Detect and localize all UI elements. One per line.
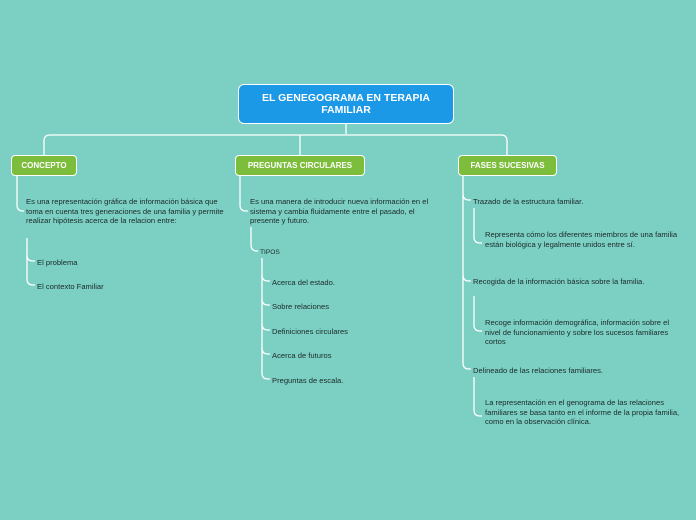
preguntas-description[interactable]: Es una manera de introducir nueva información en el sistema y cambia fluidamente entre el pasado, el presente y futuro. (250, 197, 429, 226)
fase-2-title[interactable]: Recogida de la información básica sobre la familia. (473, 277, 645, 286)
root-title: EL GENEGOGRAMA EN TERAPIA FAMILIAR (261, 92, 430, 116)
root-topic[interactable] (238, 84, 454, 124)
tipo-definiciones-circulares[interactable]: Definiciones circulares (272, 327, 348, 336)
branch-preguntas-label: PREGUNTAS CIRCULARES (247, 161, 353, 170)
fase-3-detail[interactable]: La representación en el genograma de las relaciones familiares se basa tanto en el informe de la propia familia, como en la observación clínica. (485, 398, 680, 427)
fase-2-detail[interactable]: Recoge información demográfica, información sobre el nivel de funcionamiento y sobre los sucesos familiares cortos (485, 318, 670, 347)
branch-fases-label: FASES SUCESIVAS (470, 161, 545, 170)
tipo-preguntas-de-escala[interactable]: Preguntas de escala. (272, 376, 344, 385)
concepto-item-problema[interactable]: El problema (37, 258, 78, 267)
fase-1-detail[interactable]: Representa cómo los diferentes miembros de una familia están biológica y legalmente unidos entre sí. (485, 230, 678, 249)
concepto-item-contexto[interactable]: El contexto Familiar (37, 282, 104, 291)
concepto-description[interactable]: Es una representación gráfica de información básica que toma en cuenta tres generaciones de una familia y permite realizar hipótesis acerca de la relacion entre: (26, 197, 224, 226)
branch-fases-sucesivas[interactable] (458, 155, 557, 176)
fase-1-title[interactable]: Trazado de la estructura familiar. (473, 197, 584, 206)
branch-preguntas-circulares[interactable] (235, 155, 365, 176)
branch-concepto[interactable] (11, 155, 77, 176)
branch-concepto-label: CONCEPTO (21, 161, 67, 170)
tipo-acerca-del-estado[interactable]: Acerca del estado. (272, 278, 335, 287)
tipo-sobre-relaciones[interactable]: Sobre relaciones (272, 302, 329, 311)
tipo-acerca-de-futuros[interactable]: Acerca de futuros (272, 351, 332, 360)
fase-3-title[interactable]: Delineado de las relaciones familiares. (473, 366, 604, 375)
preguntas-tipos-label[interactable]: TIPOS (260, 249, 280, 256)
